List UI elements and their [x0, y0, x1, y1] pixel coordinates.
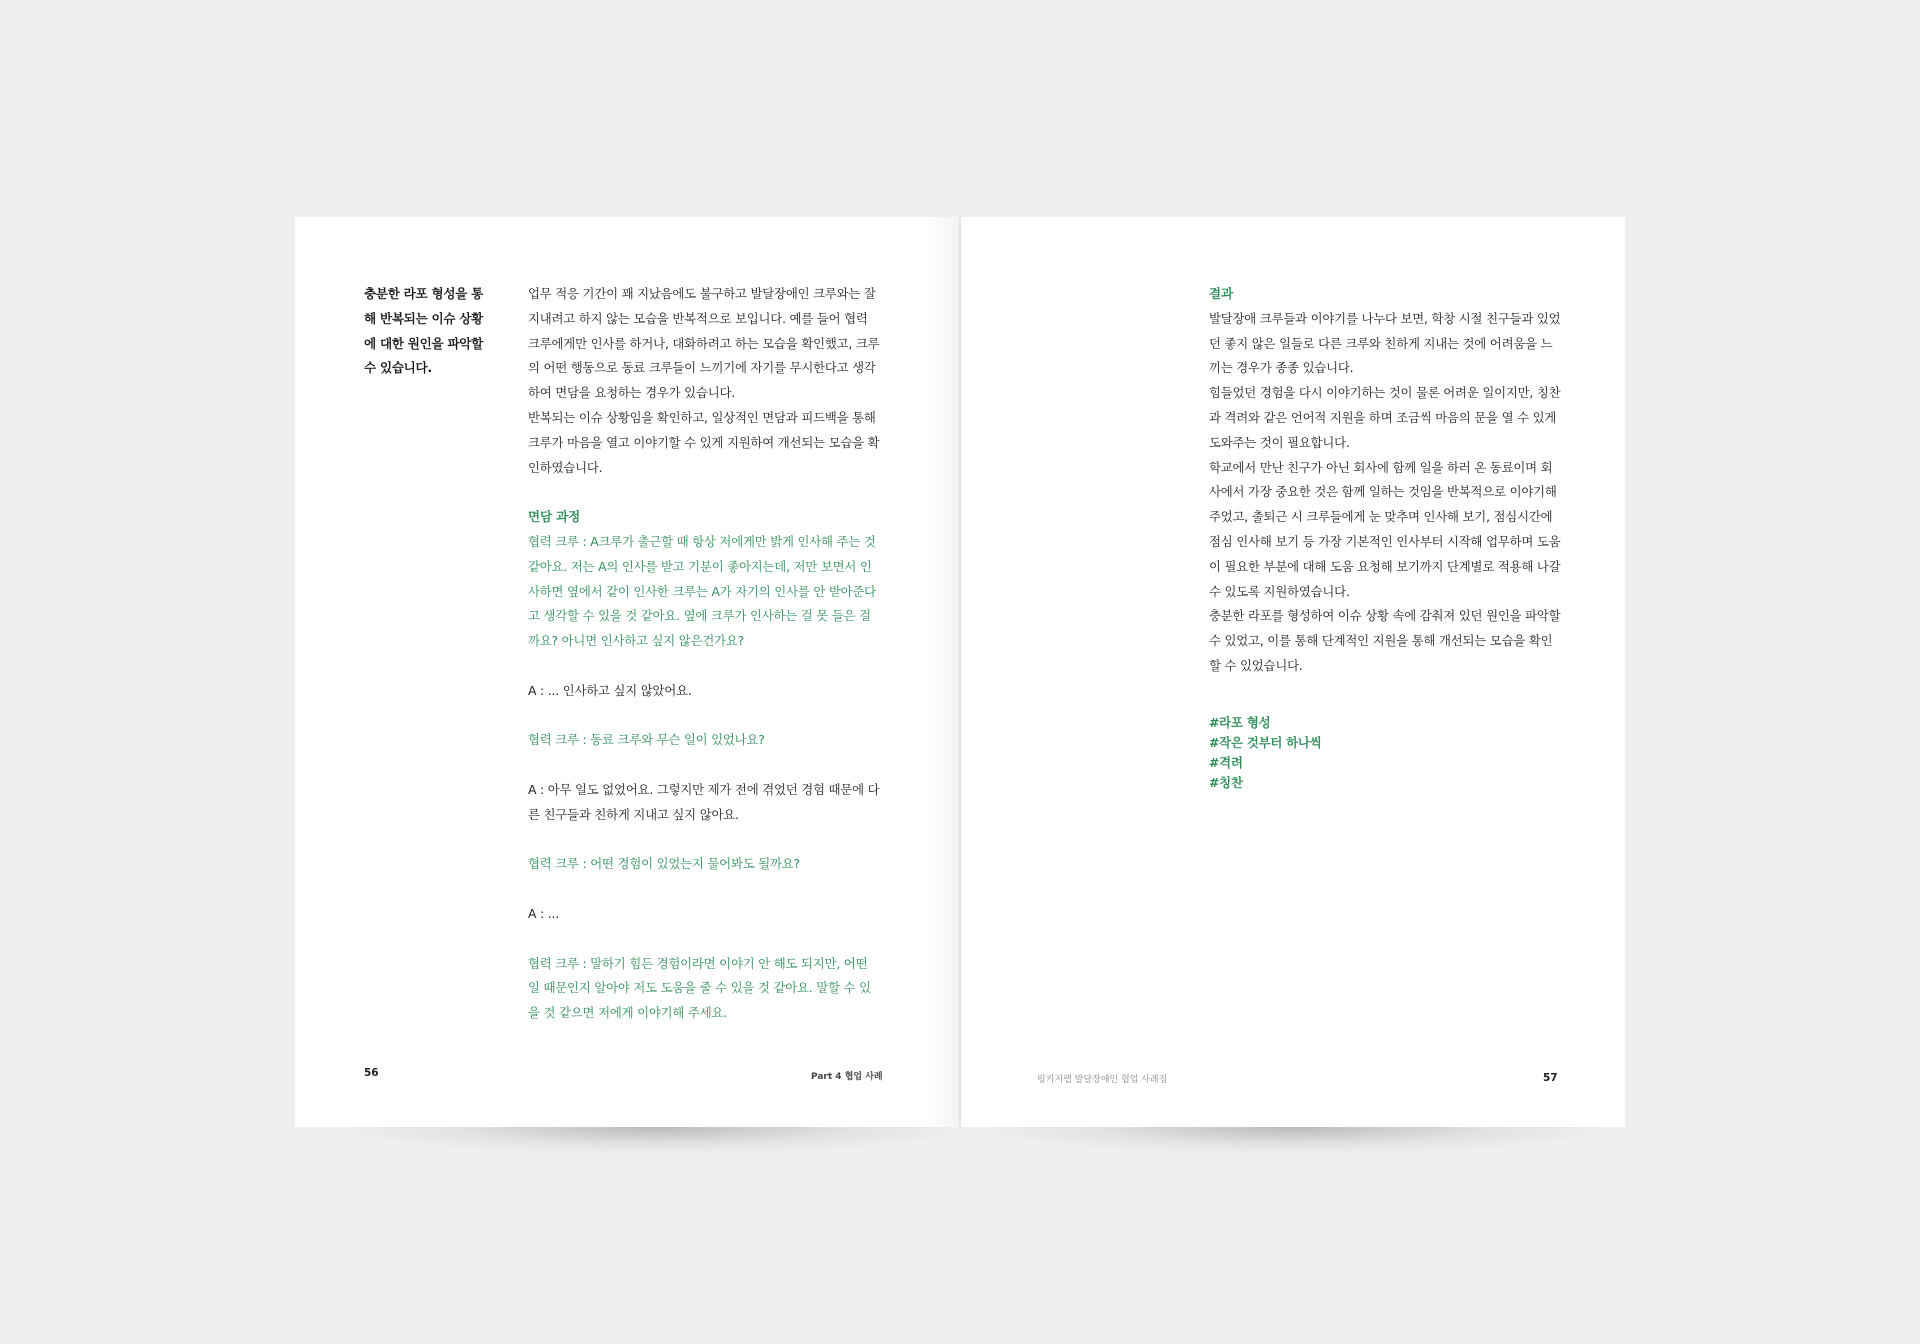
- hashtag: #작은 것부터 하나씩: [1209, 734, 1322, 750]
- left-main-column: [528, 282, 880, 1026]
- running-footer-right: 링키지랩 발달장애인 협업 사례집: [1037, 1075, 1168, 1085]
- right-page: [961, 217, 1625, 1127]
- intro-paragraph-2: 반복되는 이슈 상황임을 확인하고, 일상적인 면담과 피드백을 통해 크루가 마음을 열고 이야기할 수 있게 지원하여 개선되는 모습을 확인하였습니다.: [528, 409, 880, 475]
- result-paragraph-1: 발달장애 크루들과 이야기를 나누다 보면, 학창 시절 친구들과 있었던 좋지 않은 일들로 다른 크루와 친하게 지내는 것에 어려움을 느끼는 경우가 종종 있습니다.: [1209, 310, 1561, 376]
- dialogue-coop-3: 협력 크루 : 어떤 경험이 있었는지 물어봐도 될까요?: [528, 856, 800, 872]
- running-footer-left: Part 4 협업 사례: [811, 1072, 883, 1082]
- dialogue-a-1: A : ... 인사하고 싶지 않았어요.: [528, 682, 692, 698]
- hashtag: #격려: [1209, 754, 1243, 770]
- dialogue-a-3: A : ...: [528, 905, 559, 921]
- dialogue-a-2: A : 아무 일도 없었어요. 그렇지만 제가 전에 겪었던 경험 때문에 다른 친구들과 친하게 지내고 싶지 않아요.: [528, 781, 880, 822]
- hashtag-list: [1209, 713, 1561, 793]
- page-number-right: 57: [1543, 1072, 1558, 1084]
- right-main-column: [1209, 282, 1561, 793]
- left-page: [295, 217, 959, 1127]
- side-note: 충분한 라포 형성을 통해 반복되는 이슈 상황에 대한 원인을 파악할 수 있습니다.: [364, 286, 484, 376]
- book-spread: [295, 217, 1625, 1127]
- result-paragraph-4: 충분한 라포를 형성하여 이슈 상황 속에 감춰져 있던 원인을 파악할 수 있었고, 이를 통해 단계적인 지원을 통해 개선되는 모습을 확인할 수 있었습니다.: [1209, 608, 1561, 673]
- dialogue-coop-1: 협력 크루 : A크루가 출근할 때 항상 저에게만 밝게 인사해 주는 것 같아요. 저는 A의 인사를 받고 기분이 좋아지는데, 저만 보면서 인사하면 옆에서 같이 인사한 크루는 A가 자기의 인사를 안 받아준다고 생각할 수 있을 것 같아요. 옆에 크루가 인사하는 걸 못 들은 걸까요? 아니면 인사하고 싶지 않은건가요?: [528, 533, 876, 649]
- section-heading-interview: 면담 과정: [528, 509, 581, 525]
- page-number-left: 56: [364, 1067, 379, 1079]
- section-heading-result: 결과: [1209, 286, 1233, 301]
- dialogue-coop-2: 협력 크루 : 동료 크루와 무슨 일이 있었나요?: [528, 732, 765, 748]
- result-paragraph-3: 학교에서 만난 친구가 아닌 회사에 함께 일을 하러 온 동료이며 회사에서 가장 중요한 것은 함께 일하는 것임을 반복적으로 이야기해 주었고, 출퇴근 시 크루들에게 눈 맞추며 인사해 보기, 점심시간에 점심 인사해 보기 등 가장 기본적인 인사부터 시작해 업무하며 도움이 필요한 부분에 대해 도움 요청해 보기까지 단계별로 적용해 나갈 수 있도록 지원하였습니다.: [1209, 459, 1561, 599]
- page-shadow-right: [995, 1127, 1595, 1153]
- page-shadow-left: [355, 1127, 955, 1153]
- intro-paragraph-1: 업무 적응 기간이 꽤 지났음에도 불구하고 발달장애인 크루와는 잘 지내려고 하지 않는 모습을 반복적으로 보입니다. 예를 들어 협력 크루에게만 인사를 하거나, 대화하려고 하는 모습을 확인했고, 크루의 어떤 행동으로 동료 크루들이 느끼기에 자기를 무시한다고 생각하여 면담을 요청하는 경우가 있습니다.: [528, 286, 880, 401]
- result-paragraph-2: 힘들었던 경험을 다시 이야기하는 것이 물론 어려운 일이지만, 칭찬과 격려와 같은 언어적 지원을 하며 조금씩 마음의 문을 열 수 있게 도와주는 것이 필요합니다.: [1209, 385, 1561, 450]
- hashtag: #칭찬: [1209, 774, 1243, 790]
- hashtag: #라포 형성: [1209, 714, 1271, 730]
- dialogue-coop-4: 협력 크루 : 말하기 힘든 경험이라면 이야기 안 해도 되지만, 어떤 일 때문인지 알아야 저도 도움을 줄 수 있을 것 같아요. 말할 수 있을 것 같으면 저에게 이야기해 주세요.: [528, 955, 871, 1021]
